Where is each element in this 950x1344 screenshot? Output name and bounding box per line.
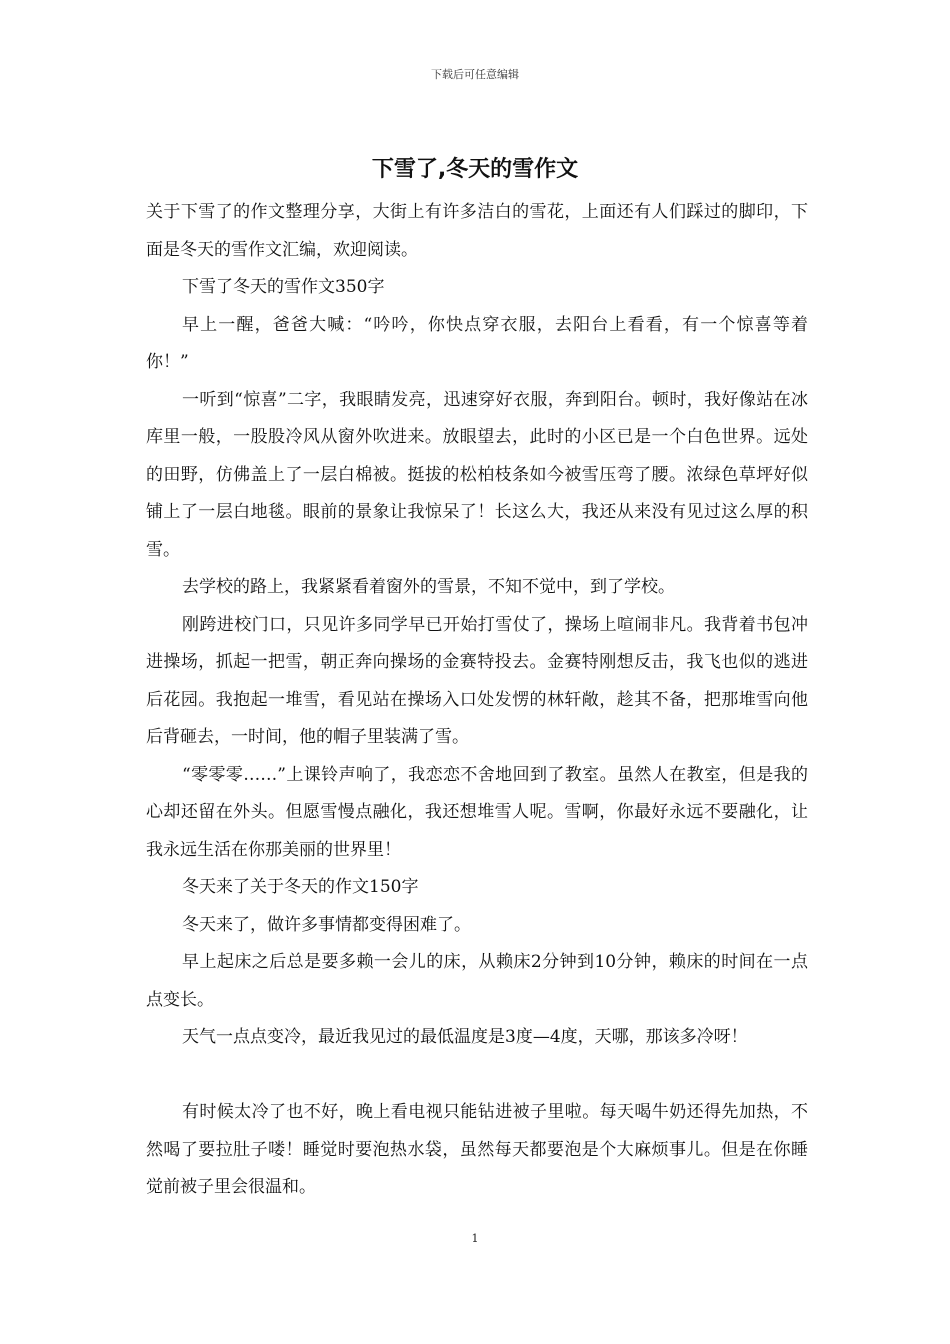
body-paragraph: 刚跨进校门口，只见许多同学早已开始打雪仗了，操场上喧闹非凡。我背着书包冲进操场，抓起一把雪，朝正奔向操场的金赛特投去。金赛特刚想反击，我飞也似的逃进后花园。我抱起一堆雪，看见站在操场入口处发愣的林轩敞，趁其不备，把那堆雪向他后背砸去，一时间，他的帽子里装满了雪。: [146, 614, 808, 747]
body-paragraph: 天气一点点变冷，最近我见过的最低温度是3度—4度，天哪，那该多冷呀！: [182, 1027, 748, 1047]
body-paragraph: 冬天来了，做许多事情都变得困难了。: [182, 914, 471, 935]
blank-line: [146, 1057, 808, 1095]
document-title: 下雪了,冬天的雪作文: [371, 157, 579, 182]
body-paragraph: 去学校的路上，我紧紧看着窗外的雪景，不知不觉中，到了学校。: [182, 577, 675, 597]
header-note: 下载后可任意编辑: [431, 68, 519, 81]
body-paragraph: 早上一醒，爸爸大喊：“吟吟，你快点穿衣服，去阳台上看看，有一个惊喜等着你！”: [146, 314, 808, 372]
body-paragraph: 有时候太冷了也不好，晚上看电视只能钻进被子里啦。每天喝牛奶还得先加热，不然喝了要拉肚子喽！睡觉时要泡热水袋，虽然每天都要泡是个大麻烦事儿。但是在你睡觉前被子里会很温和。: [146, 1102, 808, 1197]
section-heading-snow-essay: 下雪了冬天的雪作文350字: [182, 277, 385, 297]
body-paragraph: 早上起床之后总是要多赖一会儿的床，从赖床2分钟到10分钟，赖床的时间在一点点变长。: [146, 952, 808, 1010]
intro-paragraph: 关于下雪了的作文整理分享，大街上有许多洁白的雪花，上面还有人们踩过的脚印，下面是冬天的雪作文汇编，欢迎阅读。: [146, 202, 808, 260]
document-body: [146, 194, 808, 1207]
body-paragraph: 一听到“惊喜”二字，我眼睛发亮，迅速穿好衣服，奔到阳台。顿时，我好像站在冰库里一般，一股股冷风从窗外吹进来。放眼望去，此时的小区已是一个白色世界。远处的田野，仿佛盖上了一层白棉被。挺拔的松柏枝条如今被雪压弯了腰。浓绿色草坪好似铺上了一层白地毯。眼前的景象让我惊呆了！长这么大，我还从来没有见过这么厚的积雪。: [146, 389, 808, 560]
section-heading-winter-essay: 冬天来了关于冬天的作文150字: [182, 877, 419, 897]
body-paragraph: “零零零……”上课铃声响了，我恋恋不舍地回到了教室。虽然人在教室，但是我的心却还留在外头。但愿雪慢点融化，我还想堆雪人呢。雪啊，你最好永远不要融化，让我永远生活在你那美丽的世界里！: [146, 764, 808, 860]
page-number: 1: [471, 1232, 479, 1245]
